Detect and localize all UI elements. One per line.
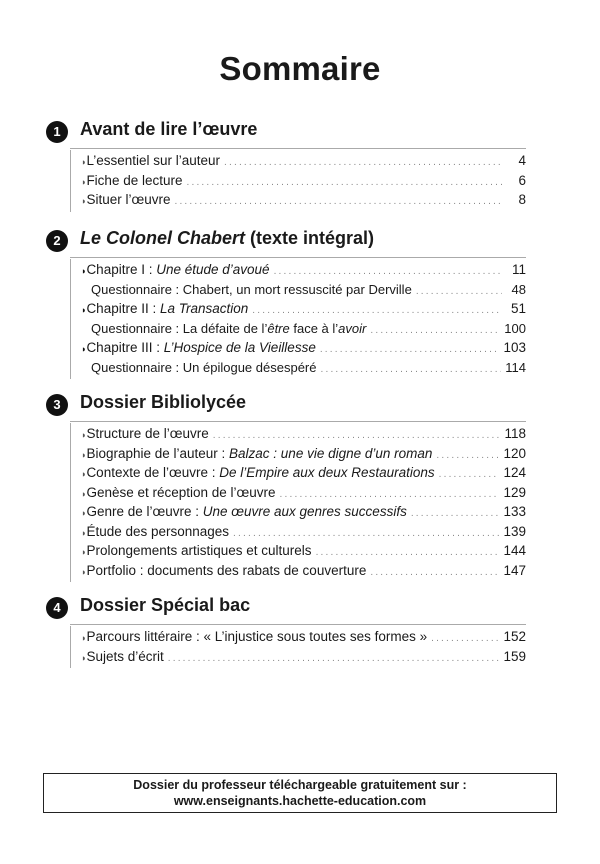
section-number-badge: 1 [46,121,68,143]
section-entries [70,423,526,582]
toc-entry[interactable] [71,524,526,544]
entry-page: 120 [503,445,526,461]
entry-page: 11 [511,262,526,277]
leader-dots [320,344,500,355]
entry-label: Parcours littéraire : « L’injustice sous toutes ses formes » [86,629,428,644]
entry-label-prefix: Questionnaire : La défaite de l’ [91,320,268,336]
entry-label [91,321,366,336]
entry-label-mid: face à l’ [289,320,339,336]
bullet-icon: ◗ [81,652,87,663]
entry-page: 159 [503,648,526,664]
notice-url[interactable]: www.enseignants.hachette-education.com [173,794,427,808]
section-header [46,595,526,621]
section-title: Dossier Bibliolycée [80,392,247,412]
entry-page: 8 [518,192,526,207]
leader-dots [370,325,500,336]
section-number-badge: 2 [46,230,68,252]
section-title: Dossier Spécial bac [80,595,251,615]
entry-label [86,340,315,355]
toc-entry[interactable] [71,192,526,212]
leader-dots [370,567,499,578]
bullet-icon: ◗ [81,527,87,538]
section-1 [46,119,526,207]
toc-entry-questionnaire[interactable] [71,321,526,341]
section-title-italic: Le Colonel Chabert [80,228,246,248]
leader-dots [233,528,499,539]
section-title: Avant de lire l’œuvre [80,119,258,139]
entry-page: 51 [510,301,526,316]
entry-label-italic: De l’Empire aux deux Restaurations [219,465,435,480]
toc-entry-questionnaire[interactable] [71,360,526,380]
entry-page: 48 [511,281,526,297]
entry-label [86,301,248,316]
bullet-icon: ◗ [81,176,87,187]
entry-label-prefix: Genre de l’œuvre : [86,504,203,519]
page-title: Sommaire [219,50,381,87]
toc-entry[interactable] [71,485,526,505]
leader-dots [280,489,500,500]
entry-label: Questionnaire : Un épilogue désespéré [91,359,317,375]
leader-dots [252,305,502,316]
toc-entry[interactable] [71,153,526,173]
teacher-dossier-notice [43,773,557,813]
entry-label-prefix: Contexte de l’œuvre : [86,465,220,480]
entry-page: 144 [503,543,526,558]
leader-dots [274,266,502,277]
entry-label: Étude des personnages [86,523,230,539]
bullet-icon: ◗ [81,566,87,577]
toc-entry[interactable] [71,465,526,485]
bullet-icon: ◗ [81,547,87,557]
bullet-icon: ◗ [81,266,87,276]
section-3 [46,392,526,578]
section-number-badge: 3 [46,394,68,416]
toc-entry-chapter[interactable] [71,262,526,282]
entry-page: 147 [503,562,526,578]
leader-dots [213,430,501,441]
entry-label-italic: Balzac : une vie digne d’un roman [229,445,433,461]
toc-entry[interactable] [71,629,526,649]
toc-entry[interactable] [71,504,526,524]
section-number-badge: 4 [46,597,68,619]
toc-entry-chapter[interactable] [71,301,526,321]
section-rule [70,624,526,625]
section-entries [70,150,526,212]
entry-label [86,504,406,519]
bullet-icon: ◗ [81,449,87,460]
bullet-icon: ◗ [81,488,87,499]
section-rule [70,421,526,422]
section-entries [70,626,526,668]
entry-page: 152 [503,629,526,644]
entry-page: 118 [504,426,526,441]
entry-label-italic: Une étude d’avoué [156,262,270,277]
entry-label-italic: La Transaction [159,301,249,316]
entry-label-italic: être [267,320,290,336]
entry-page: 139 [503,523,526,539]
entry-label-prefix: Chapitre I : [86,262,157,277]
entry-label: Questionnaire : Chabert, un mort ressuscité par Derville [91,281,412,297]
toc-entry[interactable] [71,173,526,193]
entry-page: 6 [518,172,526,188]
entry-label: L’essentiel sur l’auteur [86,153,221,168]
leader-dots [187,177,503,188]
section-rule [70,257,526,258]
entry-label-italic: avoir [338,320,367,336]
bullet-icon: ◗ [81,633,87,643]
toc-entry[interactable] [71,543,526,563]
notice-line-1: Dossier du professeur téléchargeable gratuitement sur : [133,778,467,792]
section-4 [46,595,526,664]
entry-label: Situer l’œuvre [86,192,171,207]
entry-page: 100 [504,320,526,336]
entry-label: Genèse et réception de l’œuvre [86,484,276,500]
entry-page: 129 [503,484,526,500]
entry-page: 133 [503,504,526,519]
entry-label: Prolongements artistiques et culturels [86,543,312,558]
toc-entry-chapter[interactable] [71,340,526,360]
section-2 [46,228,526,375]
bullet-icon: ◗ [81,430,87,440]
entry-label [86,465,434,480]
bullet-icon: ◗ [81,344,87,354]
entry-page: 124 [503,465,526,480]
leader-dots [416,286,502,297]
leader-dots [224,157,502,168]
toc-entry[interactable] [71,563,526,583]
toc-entry-questionnaire[interactable] [71,282,526,302]
entry-page: 4 [518,153,526,168]
leader-dots [431,633,499,644]
leader-dots [174,196,502,207]
section-title [80,228,374,249]
leader-dots [436,450,499,461]
entry-label-italic: Une œuvre aux genres successifs [202,504,407,519]
toc-entry[interactable] [71,446,526,466]
bullet-icon: ◗ [81,305,87,315]
section-header [46,392,526,418]
section-title-rest: (texte intégral) [245,228,375,248]
entry-label-prefix: Biographie de l’auteur : [86,445,230,461]
section-entries [70,259,526,379]
toc-entry[interactable] [71,649,526,669]
bullet-icon: ◗ [81,469,87,479]
section-header [46,228,526,254]
leader-dots [320,364,501,375]
entry-label-prefix: Chapitre III : [86,340,164,355]
entry-label [86,262,269,277]
leader-dots [168,653,500,664]
bullet-icon: ◗ [81,196,87,206]
entry-page: 103 [503,340,526,355]
section-header [46,119,526,145]
entry-page: 114 [505,359,526,375]
entry-label: Sujets d’écrit [86,648,164,664]
leader-dots [316,547,500,558]
leader-dots [439,469,500,480]
entry-label-italic: L’Hospice de la Vieillesse [163,340,316,355]
section-rule [70,148,526,149]
toc-entry[interactable] [71,426,526,446]
entry-label: Structure de l’œuvre [86,426,209,441]
bullet-icon: ◗ [81,157,87,167]
entry-label-prefix: Chapitre II : [86,301,160,316]
leader-dots [411,508,500,519]
entry-label: Fiche de lecture [86,172,183,188]
bullet-icon: ◗ [81,508,87,518]
entry-label [86,446,432,461]
entry-label: Portfolio : documents des rabats de couverture [86,562,367,578]
